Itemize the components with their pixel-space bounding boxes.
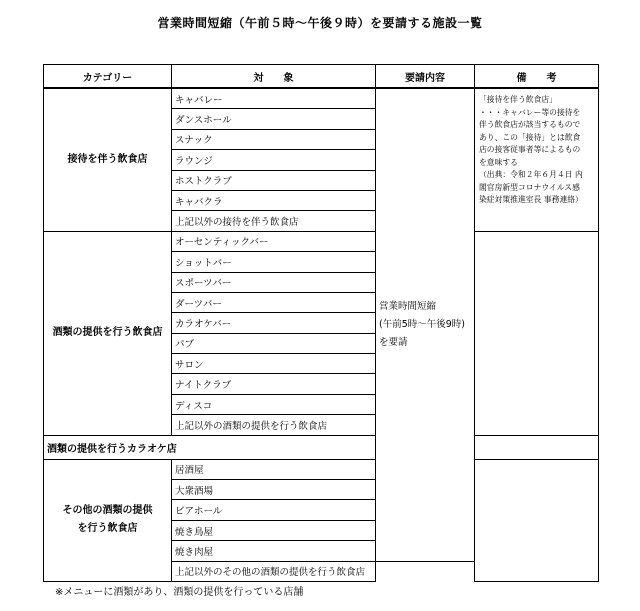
- remarks-line: あり、この「接待」とは飲食: [479, 132, 581, 142]
- list-item: 上記以外のその他の酒類の提供を行う飲食店: [172, 561, 376, 581]
- table-header-row: [44, 65, 599, 89]
- remarks-line: 「接待を伴う飲食店」: [479, 95, 557, 104]
- list-item: オーセンティックバー: [172, 231, 376, 251]
- list-item: 焼き肉屋: [172, 541, 376, 561]
- list-item: 焼き鳥屋: [172, 520, 376, 540]
- list-item: ディスコ: [172, 394, 376, 414]
- list-item: サロン: [172, 354, 376, 374]
- list-item: 居酒屋: [172, 459, 376, 479]
- list-item: 上記以外の酒類の提供を行う飲食店: [172, 415, 376, 435]
- footnote: ※メニューに酒類があり、酒類の提供を行っている店舗: [55, 587, 304, 598]
- remarks-empty-cell: [475, 459, 599, 581]
- list-item: カラオケバー: [172, 313, 376, 333]
- table-row: [44, 231, 599, 251]
- header-category: カテゴリー: [44, 65, 172, 89]
- category-karaoke: 酒類の提供を行うカラオケ店: [44, 435, 376, 459]
- list-item: スポーツバー: [172, 272, 376, 292]
- list-item: ダーツバー: [172, 292, 376, 312]
- table-row: [44, 88, 599, 109]
- category-other-line: その他の酒類の提供: [62, 505, 153, 517]
- list-item: ダンスホール: [172, 109, 376, 129]
- header-remarks: 備 考: [475, 65, 599, 89]
- list-item: 大衆酒場: [172, 480, 376, 500]
- list-item: スナック: [172, 129, 376, 149]
- page-title: 営業時間短縮（午前５時～午後９時）を要請する施設一覧: [157, 16, 483, 30]
- list-item: ホストクラブ: [172, 170, 376, 190]
- request-line: 営業時間短縮: [379, 300, 437, 312]
- list-item: 上記以外の接待を伴う飲食店: [172, 211, 376, 231]
- remarks-line: ・・・キャバレー等の接待を: [479, 107, 581, 117]
- category-entertainment: 接待を伴う飲食店: [44, 88, 172, 231]
- list-item: パブ: [172, 333, 376, 353]
- remarks-line: 閣官房新型コロナウイルス感: [479, 182, 580, 192]
- list-item: ショットバー: [172, 252, 376, 272]
- remarks-empty-cell: [475, 231, 599, 435]
- category-liquor: 酒類の提供を行う飲食店: [44, 231, 172, 435]
- remarks-line: を意味する: [479, 157, 518, 167]
- category-other-line: を行う飲食店: [77, 523, 138, 535]
- remarks-line: 店の接客従事者等によるもの: [479, 145, 581, 154]
- header-target: 対 象: [172, 65, 376, 89]
- list-item: ラウンジ: [172, 150, 376, 170]
- remarks-line: （出典：令和２年６月４日 内: [479, 170, 583, 179]
- request-line: (午前5時～午後9時): [379, 318, 466, 330]
- table-row: [44, 459, 599, 479]
- request-cell: [376, 88, 475, 561]
- remarks-cell: [475, 88, 599, 231]
- remarks-line: 染症対策推進室長 事務連絡）: [479, 195, 583, 204]
- remarks-empty-cell: [475, 435, 599, 459]
- facility-table: [43, 64, 599, 582]
- remarks-line: 伴う飲食店が該当するもので: [479, 120, 581, 129]
- list-item: キャバレー: [172, 88, 376, 109]
- header-request: 要請内容: [376, 65, 475, 89]
- category-other: [44, 459, 172, 581]
- list-item: ビアホール: [172, 500, 376, 520]
- list-item: ナイトクラブ: [172, 374, 376, 394]
- list-item: キャバクラ: [172, 190, 376, 210]
- table-row: [44, 435, 599, 459]
- request-line: を要請: [379, 336, 408, 348]
